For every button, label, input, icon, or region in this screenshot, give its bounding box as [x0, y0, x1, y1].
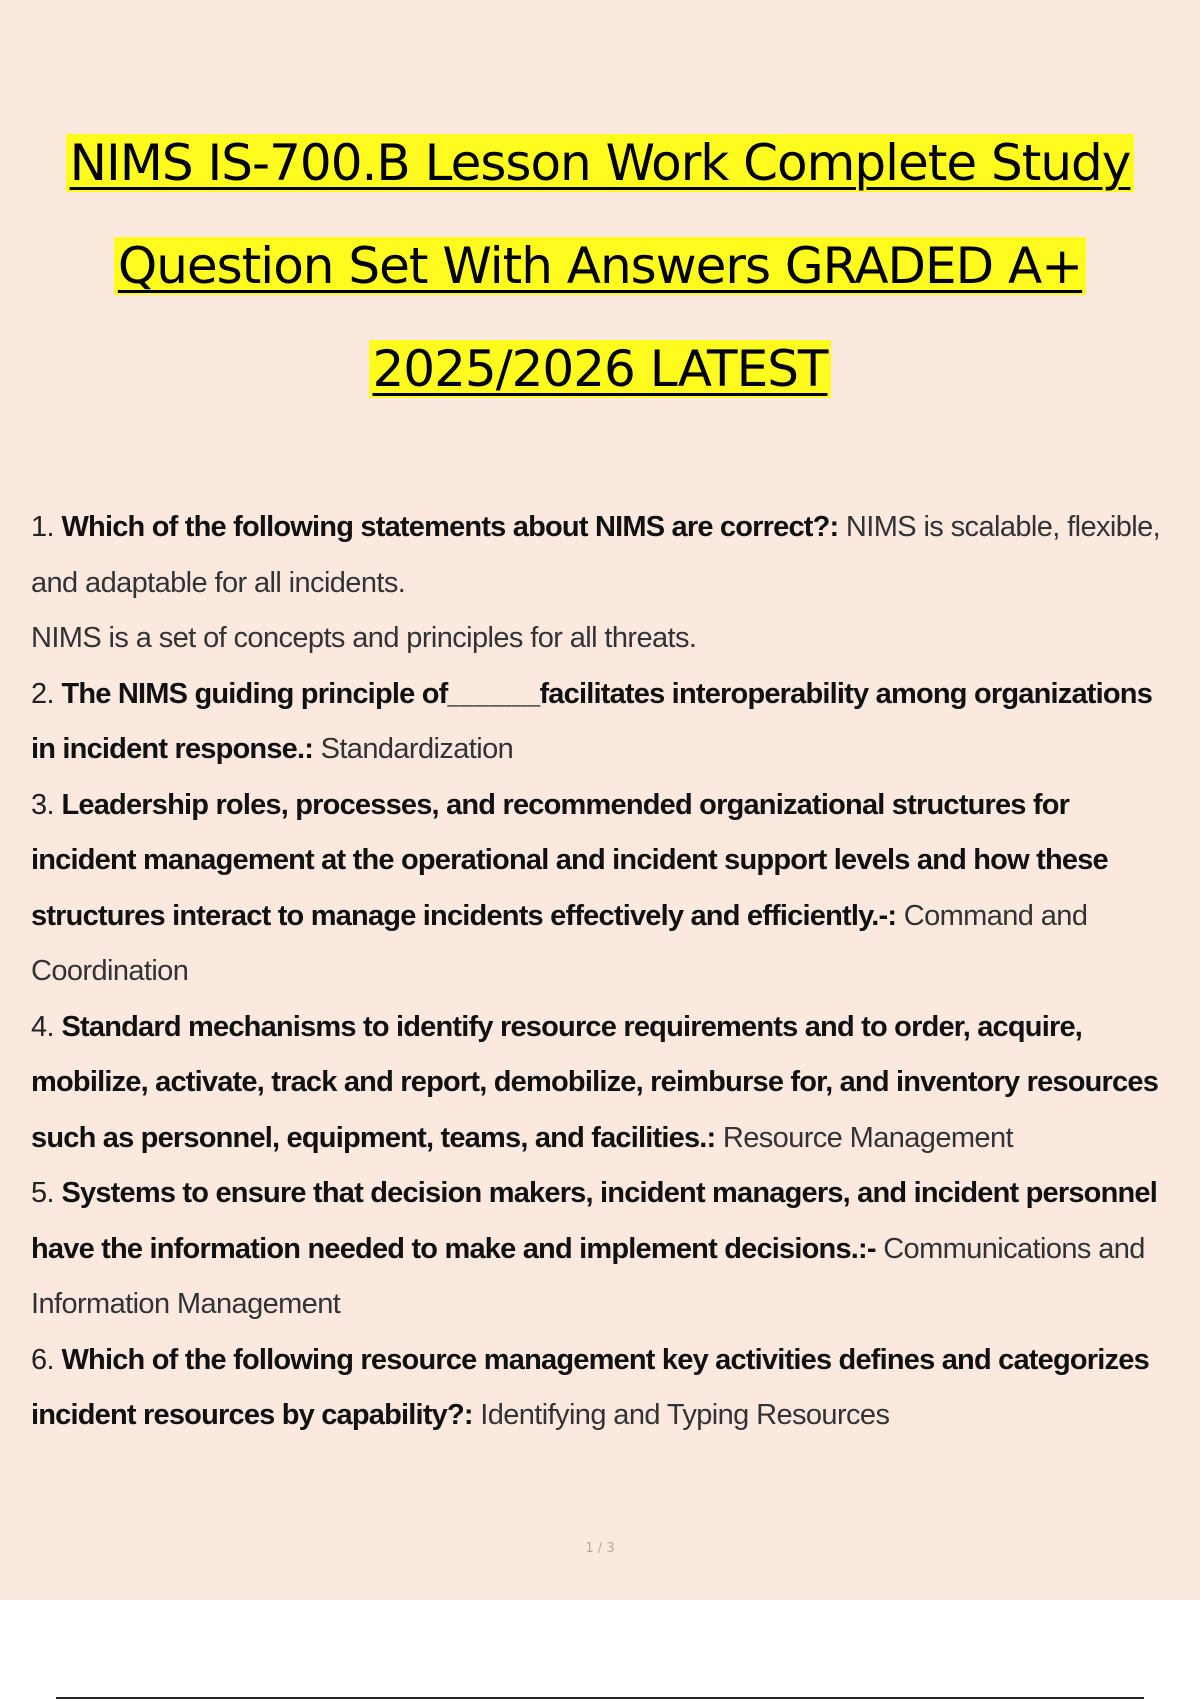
- answer-text: Standardization: [320, 733, 514, 765]
- question-text: Standard mechanisms to identify resource requirements and to order, acquire, mobilize, activate, track and report, demobilize, reimburse for, and inventory resources such as personnel, equipment, teams, and facilities.:: [31, 1010, 1159, 1154]
- answer-text: Command and Coordination: [31, 899, 1088, 987]
- question-text: Leadership roles, processes, and recommended organizational structures for incident management at the operational and incident support levels and how these structures interact to manage incidents effectively and efficiently.-:: [31, 788, 1108, 932]
- title-line-3: 2025/2026 LATEST: [0, 318, 1200, 421]
- answer-text: Communications and Information Management: [31, 1232, 1145, 1320]
- question-number: 1.: [31, 511, 54, 543]
- question-number: 6.: [31, 1343, 54, 1376]
- question-text: Which of the following resource management key activities defines and categorizes incident resources by capability?:: [31, 1343, 1149, 1431]
- question-number: 5.: [31, 1177, 54, 1209]
- question-item-3: [31, 778, 1181, 1000]
- question-list: [31, 500, 1181, 1444]
- page-number: 1 / 3: [585, 1541, 615, 1556]
- answer-text: Identifying and Typing Resources: [480, 1399, 890, 1431]
- question-number: 3.: [31, 788, 54, 821]
- answer-extra: NIMS is a set of concepts and principles for all threats.: [31, 622, 697, 654]
- title-line-2: Question Set With Answers GRADED A+: [0, 215, 1200, 318]
- answer-text: NIMS is scalable, flexible, and adaptable for all incidents.: [31, 511, 1161, 599]
- document-title: [0, 112, 1200, 421]
- next-page-divider: [56, 1697, 1144, 1699]
- question-text: The NIMS guiding principle of______facilitates interoperability among organizations in incident response.:: [31, 677, 1153, 765]
- question-text: Which of the following statements about NIMS are correct?:: [61, 511, 839, 543]
- question-item-1: [31, 500, 1181, 667]
- question-item-6: [31, 1333, 1181, 1444]
- question-item-5: [31, 1166, 1181, 1333]
- title-line-1: NIMS IS-700.B Lesson Work Complete Study: [0, 112, 1200, 215]
- question-text: Systems to ensure that decision makers, incident managers, and incident personnel have the information needed to make and implement decisions.:-: [31, 1177, 1158, 1265]
- question-item-4: [31, 1000, 1181, 1167]
- question-number: 2.: [31, 677, 54, 710]
- question-item-2: [31, 667, 1181, 778]
- question-number: 4.: [31, 1010, 54, 1043]
- answer-text: Resource Management: [722, 1121, 1013, 1154]
